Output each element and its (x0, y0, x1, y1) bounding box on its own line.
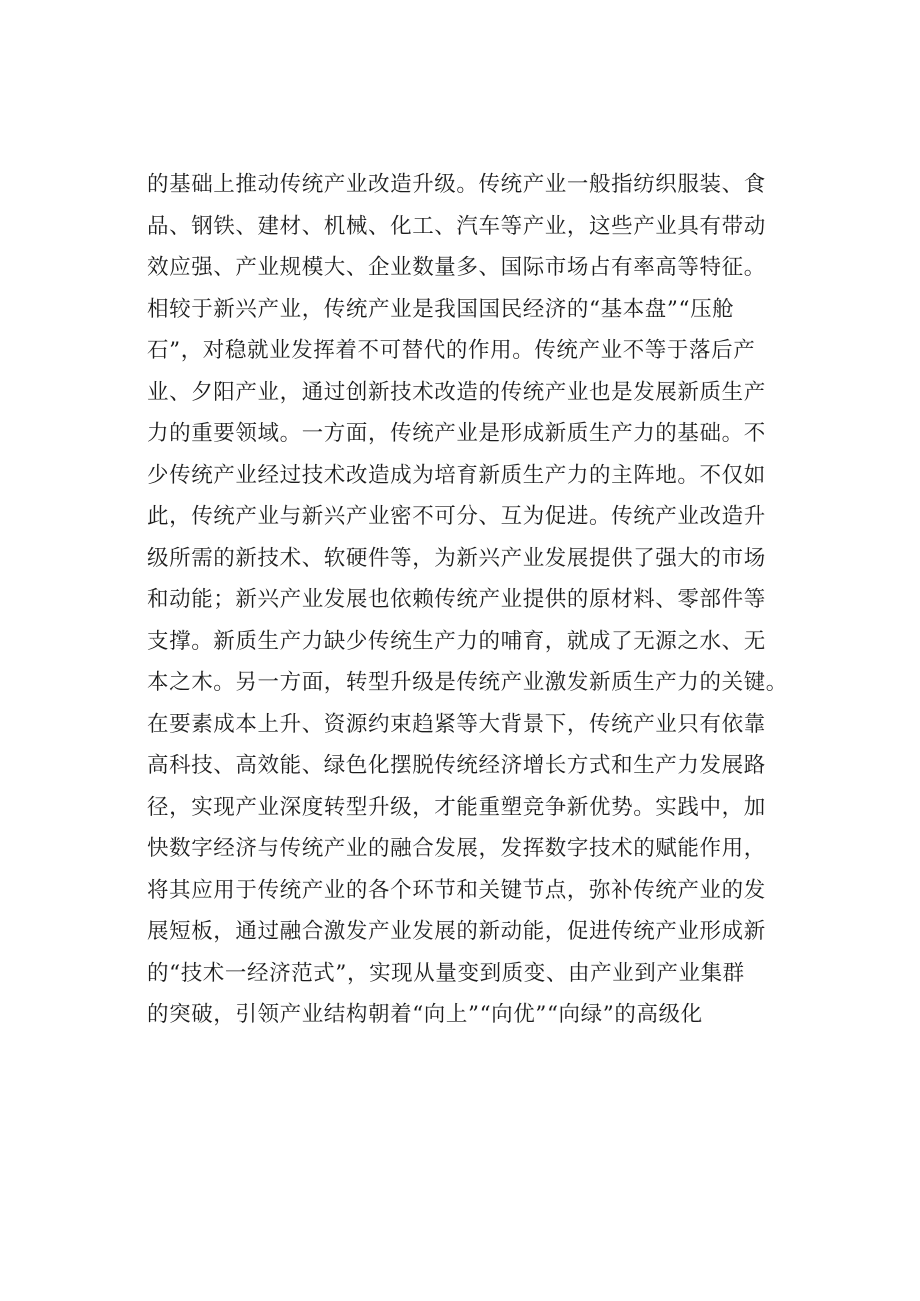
paragraph-line-10: 级所需的新技术、软硬件等，为新兴产业发展提供了强大的市场 (147, 545, 766, 571)
paragraph-line-4: 相较于新兴产业，传统产业是我国国民经济的“基本盘”“压舱 (147, 296, 735, 322)
paragraph-line-15: 高科技、高效能、绿色化摆脱传统经济增长方式和生产力发展路 (147, 753, 766, 778)
paragraph-line-13: 本之木。另一方面，转型升级是传统产业激发新质生产力的关键。 (147, 670, 788, 695)
paragraph-line-1: 的基础上推动传统产业改造升级。传统产业一般指纺织服装、食 (147, 172, 766, 197)
paragraph-line-2: 品、钢铁、建材、机械、化工、汽车等产业，这些产业具有带动 (147, 213, 766, 239)
paragraph-line-3: 效应强、产业规模大、企业数量多、国际市场占有率高等特征。 (147, 255, 766, 280)
paragraph-line-8: 少传统产业经过技术改造成为培育新质生产力的主阵地。不仅如 (147, 462, 766, 488)
paragraph-line-14: 在要素成本上升、资源约束趋紧等大背景下，传统产业只有依靠 (147, 711, 766, 737)
paragraph-line-6: 业、夕阳产业，通过创新技术改造的传统产业也是发展新质生产 (147, 379, 766, 405)
paragraph-line-17: 快数字经济与传统产业的融合发展，发挥数字技术的赋能作用， (147, 836, 766, 861)
paragraph-line-16: 径，实现产业深度转型升级，才能重塑竞争新优势。实践中，加 (147, 794, 766, 820)
body-paragraph (147, 164, 847, 1036)
paragraph-line-19: 展短板，通过融合激发产业发展的新动能，促进传统产业形成新 (147, 919, 766, 944)
paragraph-line-9: 此，传统产业与新兴产业密不可分、互为促进。传统产业改造升 (147, 504, 766, 529)
paragraph-line-20: 的“技术一经济范式”，实现从量变到质变、由产业到产业集群 (147, 960, 745, 986)
paragraph-line-12: 支撑。新质生产力缺少传统生产力的哺育，就成了无源之水、无 (147, 628, 766, 654)
paragraph-line-5: 石”，对稳就业发挥着不可替代的作用。传统产业不等于落后产 (147, 338, 756, 363)
paragraph-line-7: 力的重要领域。一方面，传统产业是形成新质生产力的基础。不 (147, 421, 766, 446)
paragraph-line-18: 将其应用于传统产业的各个环节和关键节点，弥补传统产业的发 (147, 877, 766, 903)
paragraph-line-21: 的突破，引领产业结构朝着“向上”“向优”“向绿”的高级化 (147, 1002, 703, 1027)
paragraph-line-11: 和动能；新兴产业发展也依赖传统产业提供的原材料、零部件等 (147, 587, 766, 612)
